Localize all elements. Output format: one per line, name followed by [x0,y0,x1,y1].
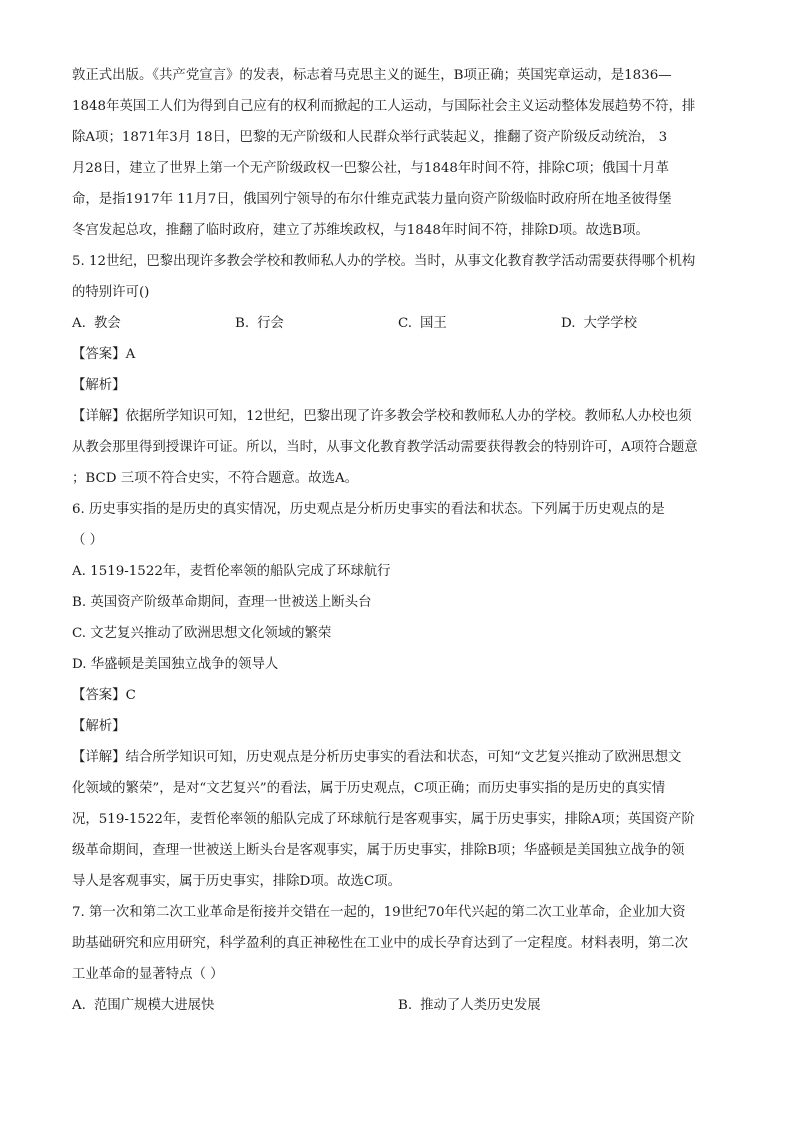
text-line: 6. 历史事实指的是历史的真实情况，历史观点是分析历史事实的看法和状态。下列属于历史观点的是 [72,502,665,517]
option-b: B. 英国资产阶级革命期间，查理一世被送上断头台 [72,595,372,610]
text-line: 1848年英国工人们为得到自己应有的权利而掀起的工人运动，与国际社会主义运动整体发展趋势不符，排 [72,99,696,114]
option-b: B. 推动了人类历史发展 [398,998,541,1013]
answer-label: 【答案】 [72,688,126,703]
text-line: 况，519-1522年，麦哲伦率领的船队完成了环球航行是客观事实，属于历史事实，排除A项；英国资产阶 [72,812,695,827]
question-6-detail [72,742,724,897]
option-d: D. 华盛顿是美国独立战争的领导人 [72,657,279,672]
option-a: A. 范围广规模大进展快 [72,998,215,1013]
option-d: D. 大学学校 [561,316,638,331]
answer-label: 【答案】 [72,347,126,362]
question-6-analysis-label: 【解析】 [72,719,126,734]
text-line: 级革命期间，查理一世被送上断头台是客观事实，属于历史事实，排除B项；华盛顿是美国独立战争的领 [72,843,685,858]
text-line: 化领域的繁荣”，是对“文艺复兴”的看法，属于历史观点，C项正确；而历史事实指的是历史的真实情 [72,781,666,796]
text-line: 除A项；1871年3月 18日，巴黎的无产阶级和人民群众举行武装起义，推翻了资产阶级反动统治， 3 [72,130,668,145]
text-line: 命，是指1917年 11月7日，俄国列宁领导的布尔什维克武装力量向资产阶级临时政府所在地圣彼得堡 [72,192,672,207]
option-a: A. 教会 [72,316,121,331]
option-c: C. 文艺复兴推动了欧洲思想文化领域的繁荣 [72,626,332,641]
document-page [72,60,724,1021]
question-5-options [72,308,724,339]
text-line: 工业革命的显著特点（ ） [72,967,224,982]
text-line: 7. 第一次和第二次工业革命是衔接并交错在一起的，19世纪70年代兴起的第二次工业革命，企业加大资 [72,905,686,920]
option-c: C. 国王 [398,316,447,331]
question-6-stem [72,494,724,556]
question-5-detail [72,401,724,494]
text-line: 冬宫发起总攻，推翻了临时政府，建立了苏维埃政权，与1848年时间不符，排除D项。故选B项。 [72,223,649,238]
text-line: 从教会那里得到授课许可证。所以，当时，从事文化教育教学活动需要获得教会的特别许可，A项符合题意 [72,440,698,455]
answer-value: C [125,688,136,703]
text-line: 【详解】依据所学知识可知，12世纪，巴黎出现了许多教会学校和教师私人办的学校。教师私人办校也须 [72,409,692,424]
question-5-answer [72,339,724,370]
text-line: 5. 12世纪，巴黎出现许多教会学校和教师私人办的学校。当时，从事文化教育教学活动需要获得哪个机构 [72,254,696,269]
text-line: 助基础研究和应用研究，科学盈利的真正神秘性在工业中的成长孕育达到了一定程度。材料表明，第二次 [72,936,688,951]
text-line: （ ） [72,533,104,548]
text-line: 导人是客观事实，属于历史事实，排除D项。故选C项。 [72,874,401,889]
q4-explanation-continued [72,60,724,246]
question-5-analysis-label: 【解析】 [72,378,126,393]
question-6-options [72,556,724,680]
question-7-options [72,990,724,1021]
text-line: 月28日，建立了世界上第一个无产阶级政权一巴黎公社，与1848年时间不符，排除C项；俄国十月革 [72,161,669,176]
text-line: ；BCD 三项不符合史实，不符合题意。故选A。 [72,471,359,486]
option-b: B. 行会 [235,316,284,331]
answer-value: A [125,347,136,362]
question-5-stem [72,246,724,308]
text-line: 敦正式出版。《共产党宣言》的发表，标志着马克思主义的诞生，B项正确；英国宪章运动，是1836— [72,68,672,83]
question-6-answer [72,680,724,711]
option-a: A. 1519-1522年，麦哲伦率领的船队完成了环球航行 [72,564,391,579]
text-line: 【详解】结合所学知识可知，历史观点是分析历史事实的看法和状态，可知“文艺复兴推动了欧洲思想文 [72,750,682,765]
question-7-stem [72,897,724,990]
text-line: 的特别许可() [72,285,150,300]
